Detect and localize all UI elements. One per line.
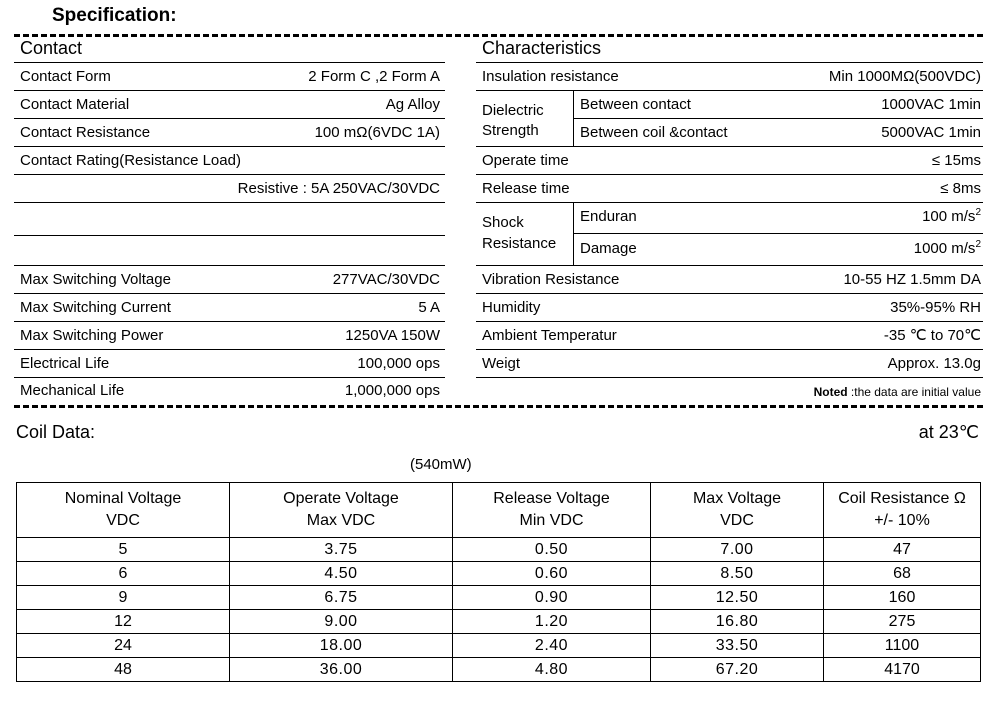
contact-resistance-label: Contact Resistance: [20, 124, 151, 141]
row-rule: [476, 174, 983, 175]
vibration-label: Vibration Resistance: [482, 271, 620, 288]
table-cell: 0.90: [453, 586, 651, 610]
table-cell: 36.00: [230, 658, 453, 682]
bottom-dashed-divider: [14, 405, 983, 408]
header-nominal-voltage: Nominal Voltage VDC: [17, 483, 230, 538]
table-cell: 0.60: [453, 562, 651, 586]
insulation-value: Min 1000MΩ(500VDC): [828, 68, 981, 85]
ambient-temperature-label: Ambient Temperatur: [482, 327, 617, 344]
row-rule: [14, 293, 445, 294]
row-rule: [14, 118, 445, 119]
initial-value-note: Noted :the data are initial value: [813, 385, 981, 399]
max-switching-power-value: 1250VA 150W: [345, 327, 440, 344]
page-title: Specification:: [52, 5, 177, 26]
row-rule: [14, 321, 445, 322]
table-cell: 4170: [824, 658, 981, 682]
contact-form-label: Contact Form: [20, 68, 111, 85]
humidity-label: Humidity: [482, 299, 541, 316]
max-switching-current-value: 5 A: [418, 299, 440, 316]
table-cell: 1100: [824, 634, 981, 658]
ambient-temperature-value: -35 ℃ to 70℃: [883, 327, 981, 344]
table-cell: 68: [824, 562, 981, 586]
electrical-life-value: 100,000 ops: [357, 355, 440, 372]
max-switching-current-label: Max Switching Current: [20, 299, 171, 316]
table-cell: 12.50: [651, 586, 824, 610]
table-cell: 9.00: [230, 610, 453, 634]
table-row: [17, 658, 981, 682]
row-rule: [14, 174, 445, 175]
contact-rating-label: Contact Rating(Resistance Load): [20, 152, 241, 169]
row-rule: [14, 235, 445, 236]
table-row: [17, 610, 981, 634]
row-rule: [574, 233, 983, 234]
table-cell: 3.75: [230, 538, 453, 562]
release-time-value: ≤ 8ms: [940, 180, 981, 197]
table-row: [17, 562, 981, 586]
table-cell: 275: [824, 610, 981, 634]
between-contact-value: 1000VAC 1min: [881, 96, 981, 113]
table-cell: 6.75: [230, 586, 453, 610]
row-rule: [476, 293, 983, 294]
table-cell: 24: [17, 634, 230, 658]
electrical-life-label: Electrical Life: [20, 355, 110, 372]
table-cell: 5: [17, 538, 230, 562]
table-cell: 8.50: [651, 562, 824, 586]
header-max-voltage: Max Voltage VDC: [651, 483, 824, 538]
table-cell: 1.20: [453, 610, 651, 634]
release-time-label: Release time: [482, 180, 570, 197]
operate-time-label: Operate time: [482, 152, 569, 169]
row-rule: [574, 118, 983, 119]
row-rule: [476, 90, 983, 91]
table-row: [17, 538, 981, 562]
max-switching-power-label: Max Switching Power: [20, 327, 164, 344]
endurance-label: Enduran: [580, 208, 637, 225]
mechanical-life-label: Mechanical Life: [20, 382, 125, 399]
characteristics-rule: [476, 62, 983, 63]
mechanical-life-value: 1,000,000 ops: [344, 382, 440, 399]
contact-material-value: Ag Alloy: [385, 96, 440, 113]
row-rule: [476, 265, 983, 266]
dielectric-label-2: Strength: [482, 122, 539, 139]
coil-data-title: Coil Data:: [16, 422, 96, 442]
table-cell: 9: [17, 586, 230, 610]
humidity-value: 35%-95% RH: [890, 299, 981, 316]
damage-value: 1000 $m/s^2$: [913, 239, 981, 257]
row-rule: [14, 377, 445, 378]
header-operate-voltage: Operate Voltage Max VDC: [230, 483, 453, 538]
between-contact-label: Between contact: [580, 96, 691, 113]
contact-form-value: 2 Form C ,2 Form A: [308, 68, 440, 85]
table-cell: 0.50: [453, 538, 651, 562]
table-cell: 4.50: [230, 562, 453, 586]
contact-resistance-value: 100 mΩ(6VDC 1A): [314, 124, 440, 141]
row-rule: [14, 90, 445, 91]
table-cell: 160: [824, 586, 981, 610]
table-cell: 33.50: [651, 634, 824, 658]
table-cell: 2.40: [453, 634, 651, 658]
row-rule: [476, 321, 983, 322]
table-cell: 47: [824, 538, 981, 562]
table-header-row: [17, 483, 981, 538]
header-release-voltage: Release Voltage Min VDC: [453, 483, 651, 538]
max-switching-voltage-label: Max Switching Voltage: [20, 271, 171, 288]
contact-rule: [14, 62, 445, 63]
row-rule: [476, 202, 983, 203]
table-row: [17, 586, 981, 610]
shock-label-2: Resistance: [482, 235, 557, 252]
coil-temperature: at 23℃: [918, 422, 979, 442]
row-rule: [476, 349, 983, 350]
table-cell: 16.80: [651, 610, 824, 634]
coil-power: (540mW): [410, 456, 472, 473]
row-rule: [14, 202, 445, 203]
weight-label: Weigt: [482, 355, 521, 372]
table-row: [17, 634, 981, 658]
table-cell: 6: [17, 562, 230, 586]
header-coil-resistance: Coil Resistance Ω +/- 10%: [824, 483, 981, 538]
row-rule: [14, 146, 445, 147]
table-cell: 12: [17, 610, 230, 634]
table-cell: 67.20: [651, 658, 824, 682]
between-coil-label: Between coil &contact: [580, 124, 728, 141]
weight-value: Approx. 13.0g: [887, 355, 981, 372]
contact-rating-value: Resistive : 5A 250VAC/30VDC: [237, 180, 440, 197]
dielectric-label-1: Dielectric: [482, 102, 544, 119]
between-coil-value: 5000VAC 1min: [881, 124, 981, 141]
row-rule: [476, 146, 983, 147]
contact-material-label: Contact Material: [20, 96, 130, 113]
row-rule: [14, 349, 445, 350]
shock-divider: [573, 202, 574, 265]
max-switching-voltage-value: 277VAC/30VDC: [332, 271, 440, 288]
characteristics-header: Characteristics: [482, 38, 602, 58]
dielectric-divider: [573, 90, 574, 146]
table-cell: 7.00: [651, 538, 824, 562]
top-dashed-divider: [14, 34, 983, 37]
contact-header: Contact: [20, 38, 83, 58]
row-rule: [476, 377, 983, 378]
operate-time-value: ≤ 15ms: [931, 152, 981, 169]
insulation-label: Insulation resistance: [482, 68, 619, 85]
table-cell: 4.80: [453, 658, 651, 682]
endurance-value: 100 $m/s^2$: [922, 207, 981, 225]
coil-data-table: [16, 482, 981, 682]
shock-label-1: Shock: [482, 214, 524, 231]
vibration-value: 10-55 HZ 1.5mm DA: [843, 271, 981, 288]
damage-label: Damage: [580, 240, 637, 257]
table-cell: 48: [17, 658, 230, 682]
row-rule: [14, 265, 445, 266]
table-cell: 18.00: [230, 634, 453, 658]
